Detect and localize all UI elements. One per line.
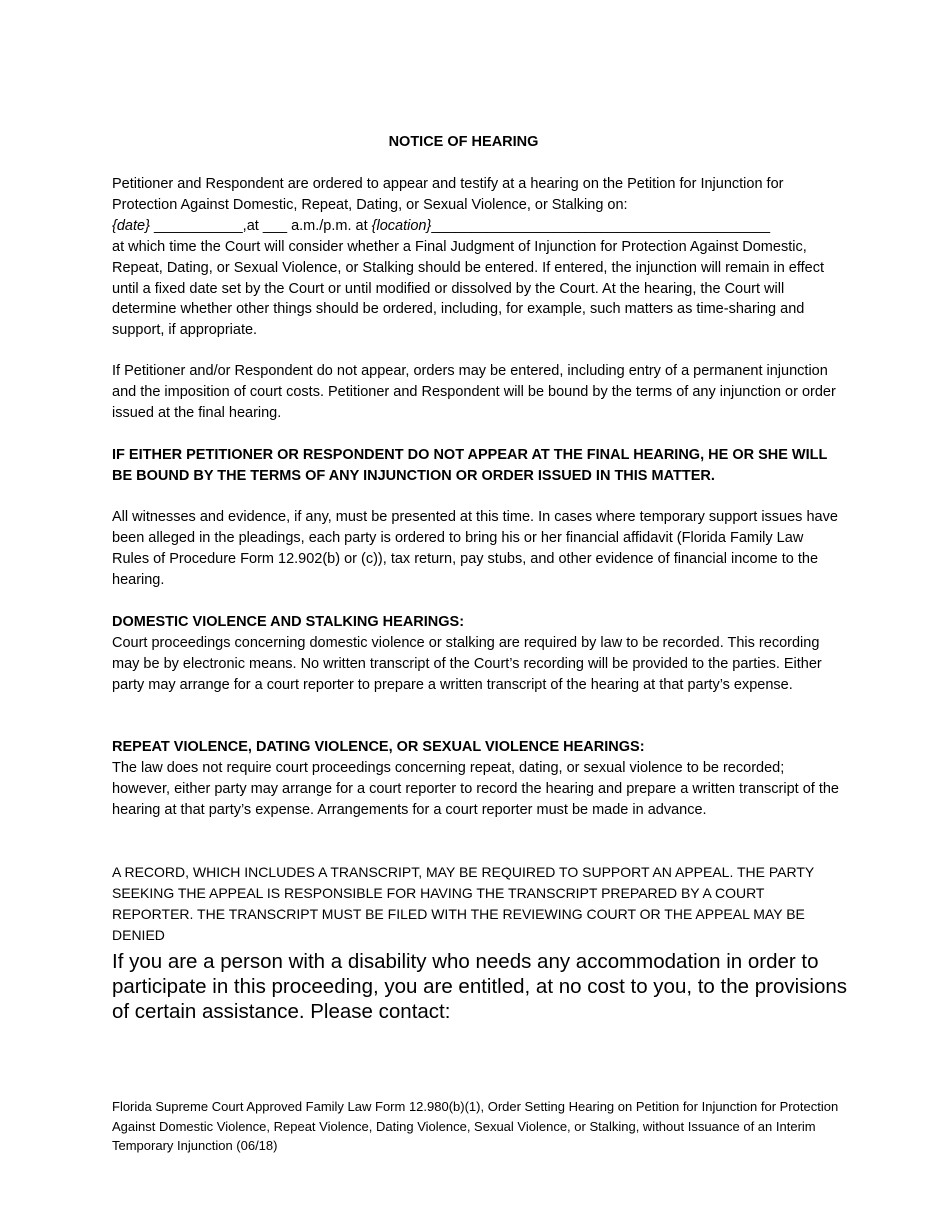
nonappearance-paragraph: If Petitioner and/or Respondent do not appear, orders may be entered, including entry of a permanent injunction and the imposition of court costs. Petitioner and Respondent will be bound by the terms of any injunction or order issued at the final hearing. [112,363,836,421]
warning-paragraph: IF EITHER PETITIONER OR RESPONDENT DO NOT APPEAR AT THE FINAL HEARING, HE OR SHE WILL BE BOUND BY THE TERMS OF ANY INJUNCTION OR ORDER ISSUED IN THIS MATTER. [112,447,828,484]
hearing-fill-line [112,216,844,237]
accessibility-notice: If you are a person with a disability who needs any accommodation in order to participate in this proceeding, you are entitled, at no cost to you, to the provisions of certain assistance. Please contact: [112,950,848,1023]
location-blank[interactable]: __________________________________________ [431,217,771,234]
appeal-notice: A RECORD, WHICH INCLUDES A TRANSCRIPT, MAY BE REQUIRED TO SUPPORT AN APPEAL. THE PARTY SEEKING THE APPEAL IS RESPONSIBLE FOR HAVING THE TRANSCRIPT PREPARED BY A COURT REPORTER. THE TRANSCRIPT MUST BE FILED WITH THE REVIEWING COURT OR THE APPEAL MAY BE DENIED [112,864,815,943]
page-title: NOTICE OF HEARING [388,134,539,150]
location-placeholder[interactable]: {location} [371,217,432,234]
intro-continuation: at which time the Court will consider whether a Final Judgment of Injunction for Protection Against Domestic, Repeat, Dating, or Sexual Violence, or Stalking should be entered. If entered, the injunction will remain in effect until a fixed date set by the Court or until modified or dissolved by the Court. At the hearing, the Court will determine whether other things should be ordered, including, for example, such matters as time-sharing and support, if appropriate. [112,238,825,339]
date-placeholder[interactable]: {date} [112,217,150,234]
rv-heading: REPEAT VIOLENCE, DATING VIOLENCE, OR SEXUAL VIOLENCE HEARINGS: [112,739,645,755]
form-footer: Florida Supreme Court Approved Family Law Form 12.980(b)(1), Order Setting Hearing on Petition for Injunction for Protection Against Domestic Violence, Repeat Violence, Dating Violence, Sexual Violence, or Stalking, without Issuance of an Interim Temporary Injunction (06/18) [112,1099,839,1153]
intro-paragraph [112,174,844,341]
dv-heading: DOMESTIC VIOLENCE AND STALKING HEARINGS: [112,614,465,630]
dv-section [112,612,844,696]
witnesses-paragraph: All witnesses and evidence, if any, must be presented at this time. In cases where temporary support issues have been alleged in the pleadings, each party is ordered to bring his or her financial affidavit (Florida Family Law Rules of Procedure Form 12.902(b) or (c)), tax return, pay stubs, and other evidence of financial income to the hearing. [112,509,838,588]
date-blank[interactable]: ___________ [153,217,243,234]
dv-text: Court proceedings concerning domestic violence or stalking are required by law to be recorded. This recording may be by electronic means. No written transcript of the Court’s recording will be provided to the parties. Either party may arrange for a court reporter to prepare a written transcript of the hearing at that party’s expense. [112,634,822,693]
rv-text: The law does not require court proceedings concerning repeat, dating, or sexual violence to be recorded; however, either party may arrange for a court reporter to record the hearing and prepare a written transcript of the hearing at that party’s expense. Arrangements for a court reporter must be made in advance. [112,759,839,818]
time-blank[interactable]: ___ [262,217,288,234]
time-label: a.m./p.m. at [291,217,368,234]
at-label: ,at [242,217,259,234]
rv-section [112,737,844,821]
intro-text: Petitioner and Respondent are ordered to appear and testify at a hearing on the Petition for Injunction for Protection Against Domestic, Repeat, Dating, or Sexual Violence, or Stalking on: [112,176,784,213]
